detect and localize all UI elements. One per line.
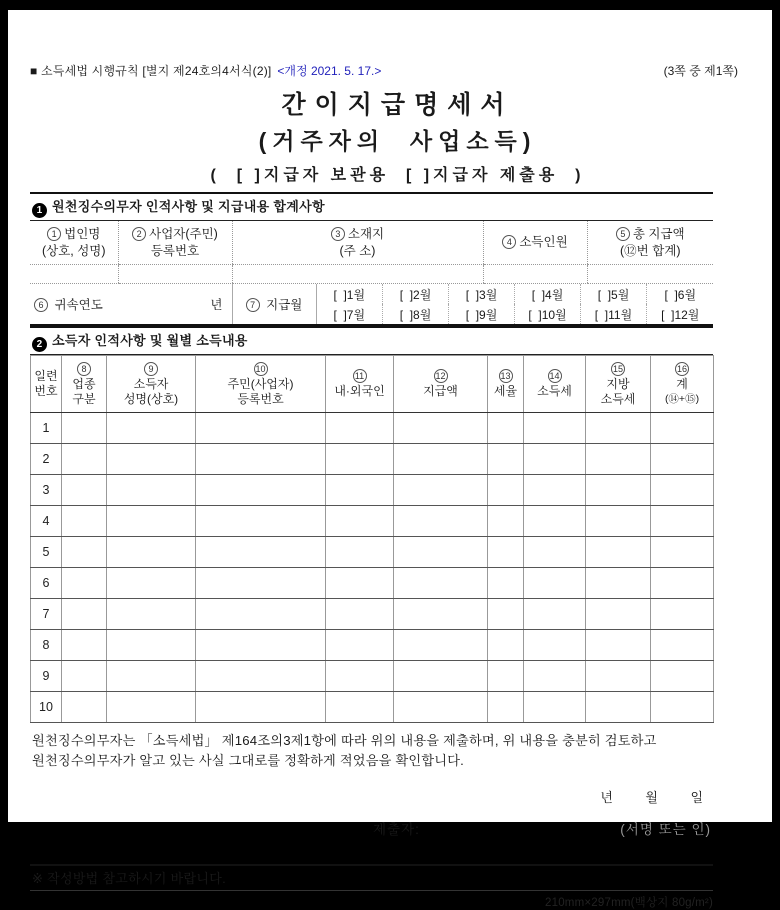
circled-number-icon: 10 xyxy=(255,363,266,374)
cell-payment-amount-row1[interactable] xyxy=(394,413,488,444)
seal-hint: (서명 또는 인) xyxy=(620,822,711,837)
cell-tax-rate-row9[interactable] xyxy=(488,661,524,692)
circled-number-icon: 5 xyxy=(616,227,630,241)
amendment-date: <개정 2021. 5. 17.> xyxy=(277,64,382,78)
cell-income-tax-row7[interactable] xyxy=(524,599,586,630)
cell-business-type-row10[interactable] xyxy=(62,692,107,723)
section2-bullet-icon: 2 xyxy=(32,337,47,352)
circled-number-icon: 2 xyxy=(132,227,146,241)
cell-payment-amount-row2[interactable] xyxy=(394,444,488,475)
cell-business-type-row6[interactable] xyxy=(62,568,107,599)
s2-header-nationality: 11 내·외국인 xyxy=(326,356,394,413)
submitter-label: 제출자: xyxy=(373,822,420,837)
cell-total-row7[interactable] xyxy=(651,599,714,630)
cell-local-income-tax-row1[interactable] xyxy=(586,413,651,444)
cell-local-income-tax-row8[interactable] xyxy=(586,630,651,661)
s2-header-resident-reg-no: 10 주민(사업자) 등록번호 xyxy=(196,356,326,413)
cell-nationality-row4[interactable] xyxy=(326,506,394,537)
circled-number-icon: 9 xyxy=(144,362,158,376)
footer xyxy=(30,864,713,910)
month-checkbox-11[interactable]: [ ]11월 xyxy=(581,304,647,324)
attribution-year-label: 귀속연도 xyxy=(54,298,103,312)
title-block xyxy=(56,85,739,185)
cell-income-tax-row1[interactable] xyxy=(524,413,586,444)
circled-number-icon: 12 xyxy=(435,371,446,381)
cell-business-type-row2[interactable] xyxy=(62,444,107,475)
cell-resident-reg-no-row10[interactable] xyxy=(196,692,326,723)
cell-total-row3[interactable] xyxy=(651,475,714,506)
cell-business-type-row8[interactable] xyxy=(62,630,107,661)
months-row-top xyxy=(317,284,714,304)
section2-header xyxy=(30,326,713,355)
cell-local-income-tax-row9[interactable] xyxy=(586,661,651,692)
s2-header-income-earner-name: 9 소득자 성명(상호) xyxy=(107,356,196,413)
table-row xyxy=(31,568,714,599)
cell-tax-rate-row8[interactable] xyxy=(488,630,524,661)
cell-business-type-row5[interactable] xyxy=(62,537,107,568)
table-row xyxy=(31,506,714,537)
cell-payment-amount-row8[interactable] xyxy=(394,630,488,661)
cell-total-row8[interactable] xyxy=(651,630,714,661)
s2-header-tax-rate: 13 세율 xyxy=(488,356,524,413)
section1-title: 원천징수의무자 인적사항 및 지급내용 합계사항 xyxy=(52,199,325,214)
cell-total-row2[interactable] xyxy=(651,444,714,475)
cell-income-earner-name-row1[interactable] xyxy=(107,413,196,444)
cell-payment-amount-row7[interactable] xyxy=(394,599,488,630)
cell-income-tax-row2[interactable] xyxy=(524,444,586,475)
cell-total-row9[interactable] xyxy=(651,661,714,692)
s1-header-income-earner-count: 4 소득인원 xyxy=(483,221,587,265)
s1-input-business-reg-no[interactable] xyxy=(118,265,232,284)
cell-income-tax-row9[interactable] xyxy=(524,661,586,692)
s1-header-business-reg-no: 2 사업자(주민) 등록번호 xyxy=(118,221,232,265)
month-checkbox-12[interactable]: [ ]12월 xyxy=(647,304,714,324)
cell-resident-reg-no-row3[interactable] xyxy=(196,475,326,506)
table-row xyxy=(31,692,714,723)
cell-total-row5[interactable] xyxy=(651,537,714,568)
page-indicator: (3쪽 중 제1쪽) xyxy=(663,64,738,78)
row-number: 2 xyxy=(31,444,62,475)
cell-business-type-row1[interactable] xyxy=(62,413,107,444)
row-number: 8 xyxy=(31,630,62,661)
month-checkbox-5[interactable]: [ ]5월 xyxy=(581,284,647,304)
income-earner-table xyxy=(30,355,714,723)
cell-nationality-row2[interactable] xyxy=(326,444,394,475)
s2-header-income-tax: 14 소득세 xyxy=(524,356,586,413)
cell-resident-reg-no-row1[interactable] xyxy=(196,413,326,444)
cell-total-row6[interactable] xyxy=(651,568,714,599)
cell-nationality-row5[interactable] xyxy=(326,537,394,568)
cell-nationality-row9[interactable] xyxy=(326,661,394,692)
circled-number-icon: 1 xyxy=(47,227,61,241)
cell-income-tax-row3[interactable] xyxy=(524,475,586,506)
cell-income-earner-name-row5[interactable] xyxy=(107,537,196,568)
payment-month-label-cell xyxy=(232,284,316,325)
cell-total-row4[interactable] xyxy=(651,506,714,537)
attribution-year-cell[interactable] xyxy=(30,284,232,325)
cell-tax-rate-row5[interactable] xyxy=(488,537,524,568)
s2-header-local-income-tax: 15 지방 소득세 xyxy=(586,356,651,413)
date-fields[interactable]: 년 월 일 xyxy=(600,790,703,805)
cell-local-income-tax-row5[interactable] xyxy=(586,537,651,568)
cell-nationality-row7[interactable] xyxy=(326,599,394,630)
s1-header-total-payment: 5 총 지급액 (⑫번 합계) xyxy=(587,221,713,265)
table-row xyxy=(31,444,714,475)
cell-business-type-row7[interactable] xyxy=(62,599,107,630)
section1-header xyxy=(30,192,713,221)
form-subtitle: (거주자의 사업소득) xyxy=(258,128,537,154)
withholding-agent-table xyxy=(30,221,713,284)
cell-income-tax-row5[interactable] xyxy=(524,537,586,568)
cell-payment-amount-row6[interactable] xyxy=(394,568,488,599)
cell-payment-amount-row5[interactable] xyxy=(394,537,488,568)
payment-month-label: 지급월 xyxy=(266,298,303,312)
cell-income-tax-row6[interactable] xyxy=(524,568,586,599)
table-row xyxy=(31,537,714,568)
cell-income-tax-row4[interactable] xyxy=(524,506,586,537)
cell-income-tax-row8[interactable] xyxy=(524,630,586,661)
cell-resident-reg-no-row8[interactable] xyxy=(196,630,326,661)
cell-resident-reg-no-row9[interactable] xyxy=(196,661,326,692)
cell-tax-rate-row3[interactable] xyxy=(488,475,524,506)
circled-number-icon: 11 xyxy=(353,369,367,383)
cell-local-income-tax-row6[interactable] xyxy=(586,568,651,599)
cell-local-income-tax-row7[interactable] xyxy=(586,599,651,630)
cell-tax-rate-row6[interactable] xyxy=(488,568,524,599)
table-row xyxy=(31,661,714,692)
s2-header-total: 16 계 (⑭+⑮) xyxy=(651,356,714,413)
table2-header-row xyxy=(31,356,714,413)
cell-nationality-row8[interactable] xyxy=(326,630,394,661)
cell-income-earner-name-row8[interactable] xyxy=(107,630,196,661)
cell-tax-rate-row2[interactable] xyxy=(488,444,524,475)
s1-input-income-earner-count[interactable] xyxy=(483,265,587,284)
declaration-line2: 원천징수의무자가 알고 있는 사실 그대로를 정확하게 적었음을 확인합니다. xyxy=(32,753,465,768)
month-checkbox-8[interactable]: [ ]8월 xyxy=(383,304,449,324)
form-reference: ■ 소득세법 시행규칙 [별지 제24호의4서식(2)] xyxy=(30,64,272,78)
cell-local-income-tax-row10[interactable] xyxy=(586,692,651,723)
month-checkbox-6[interactable]: [ ]6월 xyxy=(647,284,714,304)
cell-tax-rate-row4[interactable] xyxy=(488,506,524,537)
cell-local-income-tax-row2[interactable] xyxy=(586,444,651,475)
month-checkbox-2[interactable]: [ ]2월 xyxy=(383,284,449,304)
circled-number-icon: 15 xyxy=(612,363,623,374)
cell-tax-rate-row10[interactable] xyxy=(488,692,524,723)
s1-input-address[interactable] xyxy=(232,265,483,284)
submitter-row xyxy=(30,818,713,838)
attribution-year-row xyxy=(30,284,713,326)
s2-header-business-type: 8 업종 구분 xyxy=(62,356,107,413)
cell-business-type-row4[interactable] xyxy=(62,506,107,537)
month-checkbox-grid xyxy=(317,284,714,324)
table-row xyxy=(31,475,714,506)
cell-total-row10[interactable] xyxy=(651,692,714,723)
form-content xyxy=(30,192,713,910)
cell-income-earner-name-row6[interactable] xyxy=(107,568,196,599)
table1-header-row xyxy=(30,221,713,265)
s2-header-payment-amount: 12 지급액 xyxy=(394,356,488,413)
month-checkbox-7[interactable]: [ ]7월 xyxy=(333,307,366,322)
circled-number-icon: 4 xyxy=(502,235,516,249)
form-page xyxy=(8,10,772,909)
month-checkbox-9[interactable]: [ ]9월 xyxy=(449,304,515,324)
cell-income-tax-row10[interactable] xyxy=(524,692,586,723)
cell-payment-amount-row10[interactable] xyxy=(394,692,488,723)
cell-local-income-tax-row3[interactable] xyxy=(586,475,651,506)
months-row-bottom xyxy=(317,304,714,324)
circled-number-icon: 8 xyxy=(77,362,91,376)
circled-number-icon: 3 xyxy=(331,227,345,241)
cell-nationality-row1[interactable] xyxy=(326,413,394,444)
usage-checkboxes: ( [ ]지급자 보관용 [ ]지급자 제출용 ) xyxy=(210,167,585,184)
row-number: 3 xyxy=(31,475,62,506)
cell-tax-rate-row1[interactable] xyxy=(488,413,524,444)
cell-resident-reg-no-row4[interactable] xyxy=(196,506,326,537)
row-number: 10 xyxy=(31,692,62,723)
paper-spec: 210mm×297mm(백상지 80g/m²) xyxy=(545,897,713,909)
cell-income-earner-name-row9[interactable] xyxy=(107,661,196,692)
s1-input-total-payment[interactable] xyxy=(587,265,713,284)
cell-resident-reg-no-row6[interactable] xyxy=(196,568,326,599)
table1-input-row xyxy=(30,265,713,284)
circled-number-icon: 13 xyxy=(500,371,511,381)
cell-local-income-tax-row4[interactable] xyxy=(586,506,651,537)
cell-income-earner-name-row4[interactable] xyxy=(107,506,196,537)
payment-month-grid-cell xyxy=(316,284,713,325)
table-row xyxy=(31,630,714,661)
row-number: 5 xyxy=(31,537,62,568)
form-meta-row xyxy=(30,62,738,79)
table-row xyxy=(31,413,714,444)
circled-number-icon: 6 xyxy=(34,298,48,312)
cell-business-type-row9[interactable] xyxy=(62,661,107,692)
cell-tax-rate-row7[interactable] xyxy=(488,599,524,630)
year-suffix-label: 년 xyxy=(210,298,223,312)
cell-income-earner-name-row7[interactable] xyxy=(107,599,196,630)
cell-nationality-row10[interactable] xyxy=(326,692,394,723)
table-row xyxy=(31,599,714,630)
cell-nationality-row3[interactable] xyxy=(326,475,394,506)
circled-number-icon: 14 xyxy=(549,371,560,381)
section2-title: 소득자 인적사항 및 월별 소득내용 xyxy=(52,333,248,348)
month-checkbox-10[interactable]: [ ]10월 xyxy=(515,304,581,324)
footer-note: ※ 작성방법 참고하시기 바랍니다. xyxy=(30,866,713,891)
cell-business-type-row3[interactable] xyxy=(62,475,107,506)
month-checkbox-1[interactable]: [ ]1월 xyxy=(333,287,366,302)
s1-input-corp-name[interactable] xyxy=(30,265,118,284)
row-number: 6 xyxy=(31,568,62,599)
section1-bullet-icon: 1 xyxy=(32,203,47,218)
cell-total-row1[interactable] xyxy=(651,413,714,444)
declaration-text xyxy=(30,731,713,771)
cell-income-earner-name-row3[interactable] xyxy=(107,475,196,506)
month-checkbox-4[interactable]: [ ]4월 xyxy=(515,284,581,304)
cell-payment-amount-row4[interactable] xyxy=(394,506,488,537)
cell-resident-reg-no-row2[interactable] xyxy=(196,444,326,475)
cell-resident-reg-no-row5[interactable] xyxy=(196,537,326,568)
cell-resident-reg-no-row7[interactable] xyxy=(196,599,326,630)
row-number: 7 xyxy=(31,599,62,630)
form-title: 간이지급명세서 xyxy=(281,91,514,119)
row-number: 4 xyxy=(31,506,62,537)
s1-header-corp-name: 1 법인명 (상호, 성명) xyxy=(30,221,118,265)
declaration-line1: 원천징수의무자는 「소득세법」 제164조의3제1항에 따라 위의 내용을 제출하며, 위 내용을 충분히 검토하고 xyxy=(32,733,657,748)
cell-payment-amount-row3[interactable] xyxy=(394,475,488,506)
cell-income-earner-name-row2[interactable] xyxy=(107,444,196,475)
cell-nationality-row6[interactable] xyxy=(326,568,394,599)
circled-number-icon: 16 xyxy=(676,363,687,374)
table2-body xyxy=(31,413,714,723)
row-number: 9 xyxy=(31,661,62,692)
row-number: 1 xyxy=(31,413,62,444)
month-checkbox-3[interactable]: [ ]3월 xyxy=(449,284,515,304)
s2-header-serial-no: 일련 번호 xyxy=(31,356,62,413)
circled-number-icon: 7 xyxy=(246,298,260,312)
s1-header-address: 3 소재지 (주 소) xyxy=(232,221,483,265)
cell-income-earner-name-row10[interactable] xyxy=(107,692,196,723)
cell-payment-amount-row9[interactable] xyxy=(394,661,488,692)
